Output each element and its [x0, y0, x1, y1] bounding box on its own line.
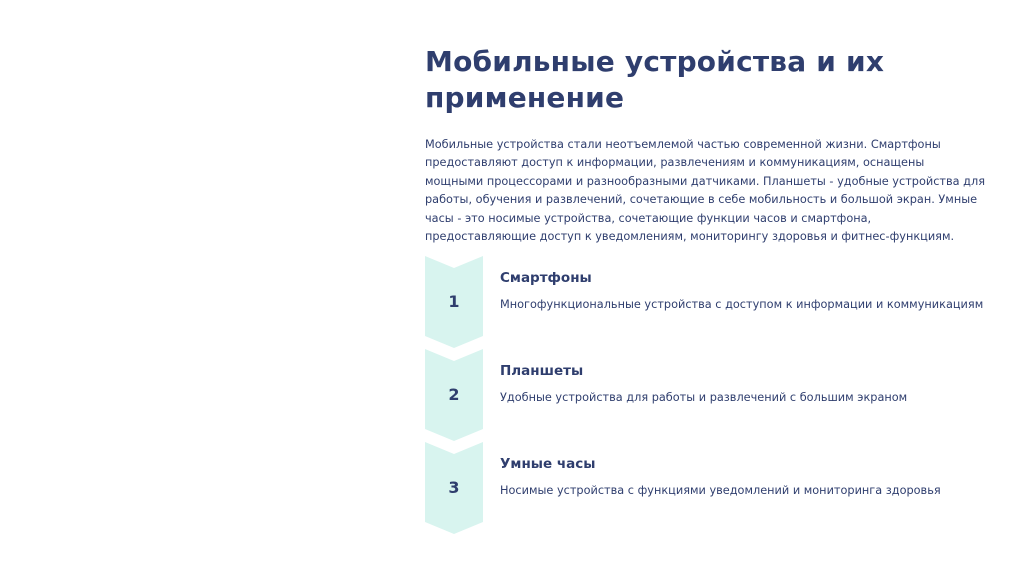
step-title: Смартфоны — [500, 270, 592, 286]
step-number: 3 — [448, 478, 460, 497]
slide-content — [425, 44, 1005, 246]
step-number: 2 — [448, 385, 460, 404]
slide-title: Мобильные устройства и их применение — [425, 45, 885, 114]
step-description: Удобные устройства для работы и развлечений с большим экраном — [500, 391, 908, 404]
intro-paragraph: Мобильные устройства стали неотъемлемой частью современной жизни. Смартфоны предоставляют доступ к информации, развлечениям и коммуникациям, оснащены мощными процессорами и разнообразными датчиками. Планшеты - удобные устройства для работы, обучения и развлечений, сочетающие в себе мобильность и большой экран. Умные часы - это носимые устройства, сочетающие функции часов и смартфона, предоставляющие доступ к уведомлениям, мониторингу здоровья и фитнес-функциям. — [425, 138, 986, 244]
step-item — [425, 349, 1015, 442]
step-title: Планшеты — [500, 363, 584, 379]
step-title: Умные часы — [500, 456, 596, 472]
step-description: Носимые устройства с функциями уведомлений и мониторинга здоровья — [500, 484, 941, 497]
step-description: Многофункциональные устройства с доступом к информации и коммуникациям — [500, 298, 984, 311]
step-item — [425, 442, 1015, 535]
steps-list — [425, 256, 1015, 535]
step-number: 1 — [448, 292, 460, 311]
step-item — [425, 256, 1015, 349]
